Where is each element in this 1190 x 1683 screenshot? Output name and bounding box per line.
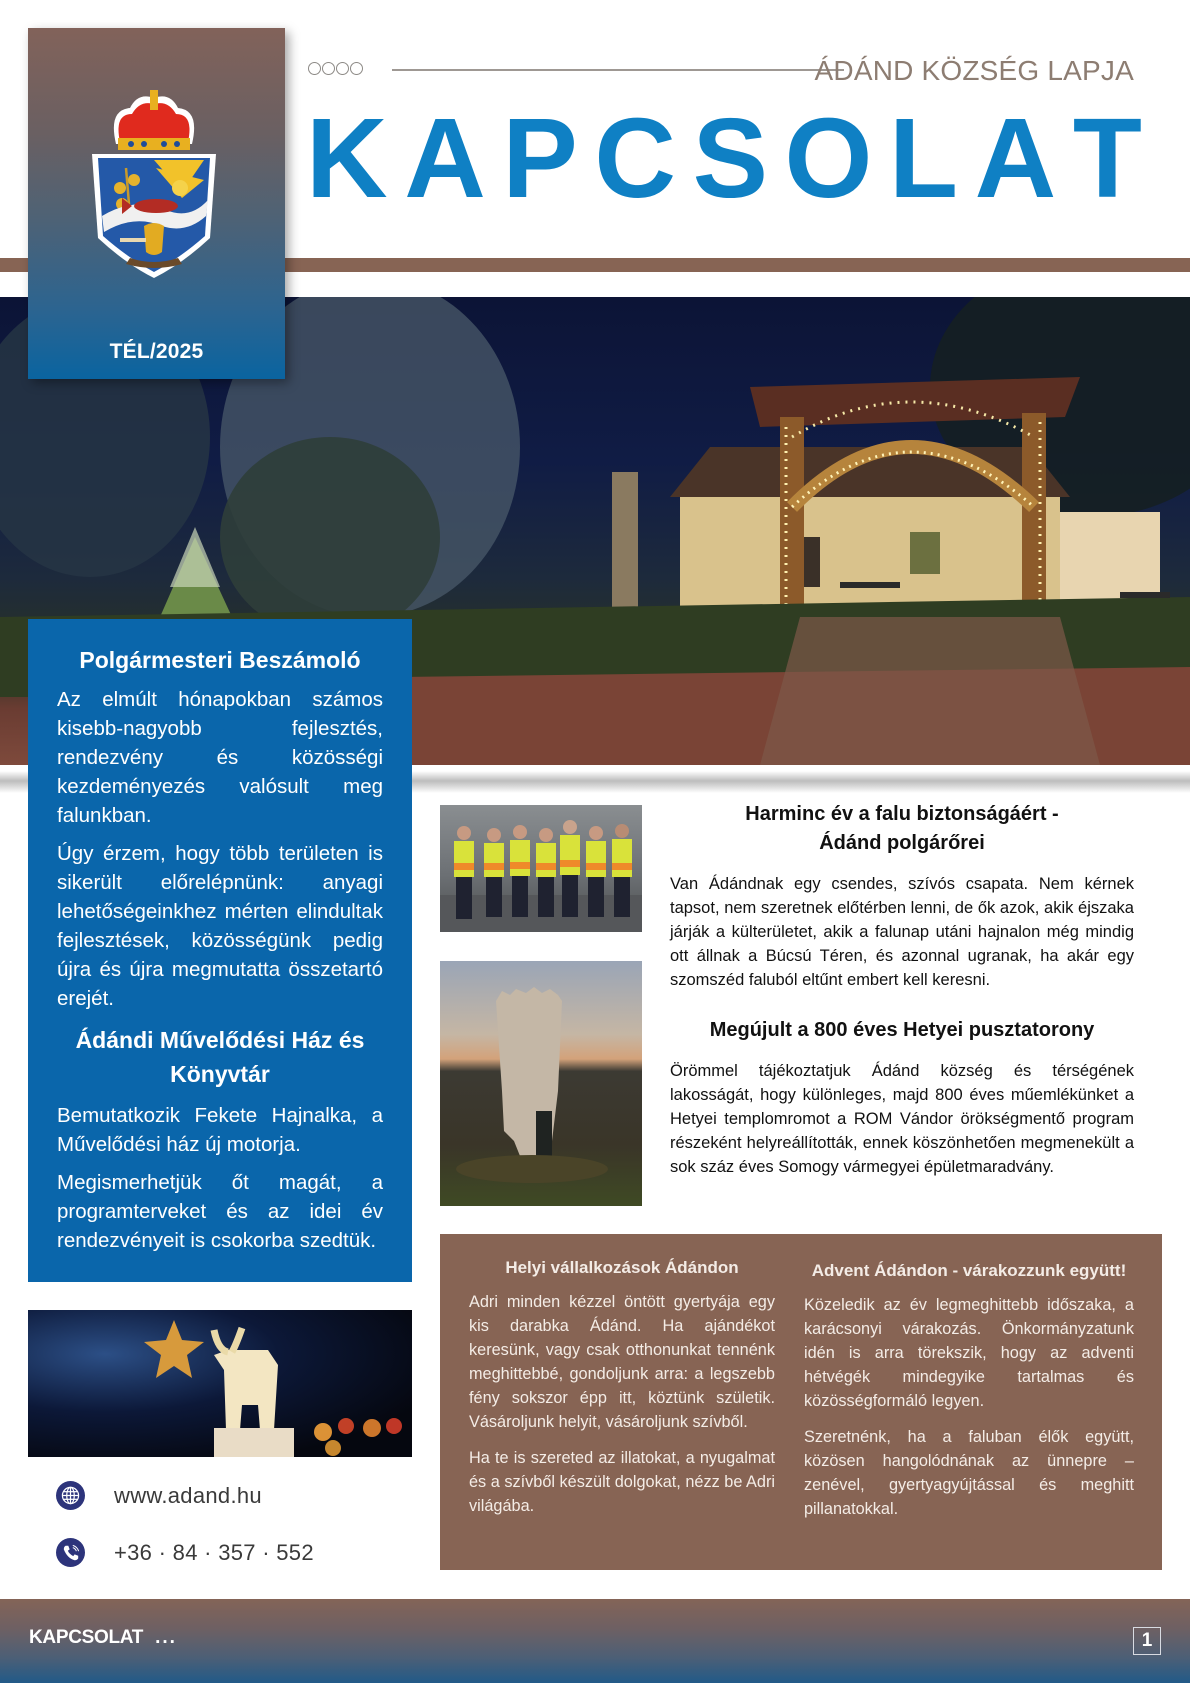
culture-house-paragraph: Bemutatkozik Fekete Hajnalka, a Művelődési ház új motorja. — [57, 1104, 383, 1156]
article-title — [670, 800, 1134, 858]
decorative-dots — [308, 62, 363, 75]
local-business-column — [469, 1256, 775, 1530]
article-civil-guard — [670, 800, 1134, 992]
article-title: Megújult a 800 éves Hetyei pusztatorony — [709, 1019, 1095, 1041]
mayor-report-paragraph: Úgy érzem, hogy több területen is sikerült előrelépnünk: anyagi lehetőségeinkhez mérten elindultak fejlesztések, közösségünk pedig újra és újra megmutatta összetartó erejét. — [57, 842, 383, 1010]
article-body: Van Ádándnak egy csendes, szívós csapata. Nem kérnek tapsot, nem szeretnek előtérben lenni, de ők azok, akik éjszaka járják a külterületet, akik a falunap utáni hajnalon még mindig ott állnak a Búcsú Téren, és azonnal ugranak, ha akár egy szomszéd faluból eltűnt embert kell keresni. — [670, 875, 1134, 989]
issue-card — [28, 28, 285, 379]
reindeer-candle-image — [28, 1310, 412, 1457]
brown-feature-box — [440, 1234, 1162, 1570]
phone-number[interactable]: +36 · 84 · 357 · 552 — [114, 1539, 314, 1565]
masthead-title — [306, 94, 1142, 222]
culture-house-paragraph: Megismerhetjük őt magát, a programterveket és az idei év rendezvényeit is csokorba szedtük. — [57, 1171, 383, 1252]
advent-paragraph: Szeretnénk, ha a faluban élők együtt, közösen hangolódnának az ünnepre – zenével, gyertyagyújtással és meghitt pillanatokkal. — [804, 1428, 1134, 1518]
globe-icon — [56, 1481, 85, 1510]
masthead-letter: S — [692, 95, 768, 221]
local-business-paragraph: Adri minden kézzel öntött gyertyája egy kis darabka Ádánd. Ha ajándékot keresünk, vagy csak otthonunkat tennénk meghittebbé, gondoljunk arra: a legszebb fény sokszor épp itt, köztünk születik. Vásároljunk helyit, vásároljunk szívből. — [469, 1293, 775, 1431]
circle-icon — [336, 62, 349, 75]
circle-icon — [322, 62, 335, 75]
page-number: 1 — [1133, 1627, 1161, 1655]
footer-ellipsis: ... — [155, 1627, 177, 1648]
phone-contact[interactable] — [56, 1538, 314, 1567]
culture-house-title: Ádándi Művelődési Ház és Könyvtár — [75, 1027, 365, 1087]
website-link[interactable]: www.adand.hu — [114, 1482, 262, 1508]
issue-label: TÉL/2025 — [109, 340, 204, 363]
mayor-report-panel — [28, 619, 412, 1282]
coat-of-arms-icon — [86, 88, 222, 278]
publication-kicker: ÁDÁND KÖZSÉG LAPJA — [814, 55, 1134, 86]
local-business-paragraph: Ha te is szereted az illatokat, a nyugalmat és a szívből készült dolgokat, nézz be Adri világába. — [469, 1449, 775, 1515]
header-divider — [392, 69, 844, 71]
masthead-letter: L — [889, 95, 959, 221]
masthead-letter: C — [594, 95, 676, 221]
hetye-tower-photo — [440, 961, 642, 1206]
article-body: Örömmel tájékoztatjuk Ádánd község és térségének lakosságát, hogy különleges, majd 800 éves műemlékünket a Hetyei templomromot a ROM Vándor örökségmentő program részeként helyreállították, ennek köszönhetően megmenekült a sok száz éves Somogy vármegyei épületmaradvány. — [670, 1062, 1134, 1176]
advent-column — [804, 1259, 1134, 1533]
circle-icon — [350, 62, 363, 75]
circle-icon — [308, 62, 321, 75]
advent-title: Advent Ádándon - várakozzunk együtt! — [811, 1261, 1127, 1280]
advent-paragraph: Közeledik az év legmeghittebb időszaka, a karácsonyi várakozás. Önkormányzatunk idén is arra törekszik, hogy az adventi hétvégék mindegyike tartalmas és közösségformáló legyen. — [804, 1296, 1134, 1410]
civil-guard-photo — [440, 805, 642, 932]
article-title-line: Ádánd polgárőrei — [819, 832, 985, 854]
article-title-line: Harminc év a falu biztonságáért - — [745, 803, 1059, 825]
masthead-letter: A — [974, 95, 1057, 221]
masthead-letter: P — [502, 95, 578, 221]
mayor-report-title: Polgármesteri Beszámoló — [79, 647, 361, 673]
article-hetye-tower — [670, 1016, 1134, 1179]
masthead-letter: K — [306, 95, 388, 221]
masthead-letter: O — [784, 95, 873, 221]
mayor-report-paragraph: Az elmúlt hónapokban számos kisebb-nagyobb fejlesztés, rendezvény és közösségi kezdeményezés valósult meg falunkban. — [57, 688, 383, 827]
website-contact[interactable] — [56, 1481, 262, 1510]
masthead-letter: A — [404, 95, 486, 221]
footer-brand-text: KAPCSOLAT — [29, 1627, 144, 1648]
page-footer — [0, 1599, 1190, 1683]
phone-icon — [56, 1538, 85, 1567]
masthead-letter: T — [1072, 95, 1142, 221]
footer-brand — [29, 1627, 177, 1649]
local-business-title: Helyi vállalkozások Ádándon — [505, 1258, 739, 1277]
